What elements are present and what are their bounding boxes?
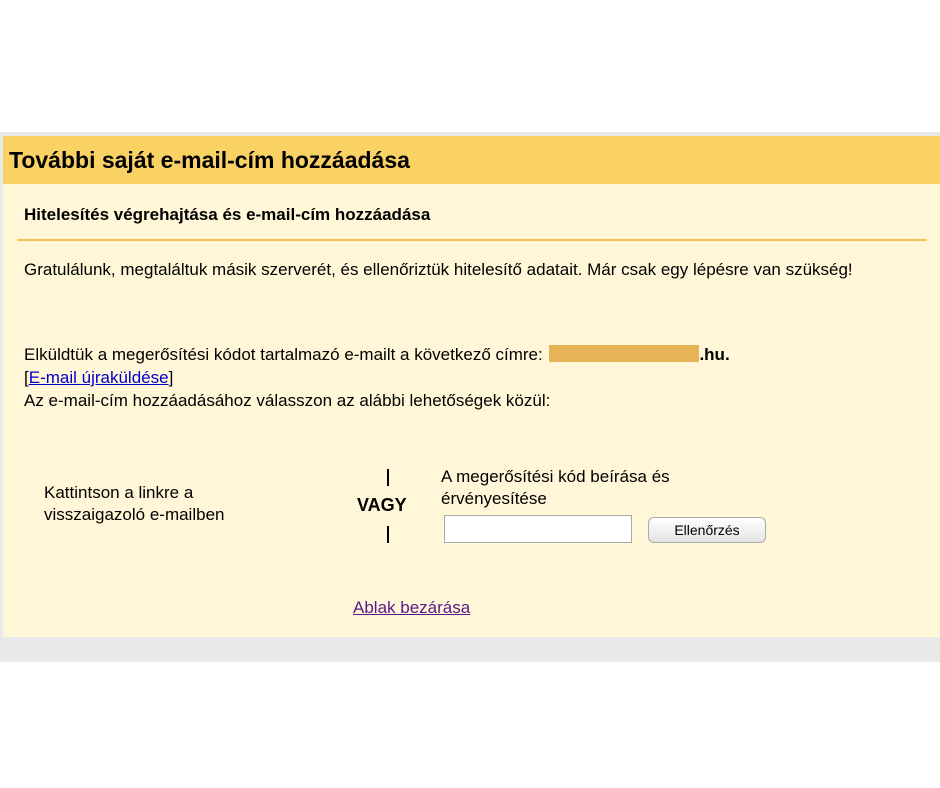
verify-button[interactable]: Ellenőrzés [648,517,766,543]
email-suffix: .hu. [699,345,730,364]
resend-email-link[interactable]: E-mail újraküldése [28,368,169,387]
or-divider-bottom [387,526,389,543]
resend-bracket-close: ] [168,368,174,387]
redacted-email [549,345,699,362]
close-window-link[interactable]: Ablak bezárása [353,598,471,617]
option-enter-code-text: A megerősítési kód beírása és érvényesítése [441,467,670,508]
dialog-subtitle: Hitelesítés végrehajtása és e-mail-cím hozzáadása [24,205,431,224]
or-label: VAGY [357,495,407,515]
resend-bracket-open: [ [24,368,29,387]
option-click-link-text: Kattintson a linkre a visszaigazoló e-mailben [44,483,225,524]
add-email-dialog [3,136,940,637]
dialog-title: További saját e-mail-cím hozzáadása [3,136,940,184]
choose-option-text: Az e-mail-cím hozzáadásához válasszon az alábbi lehetőségek közül: [24,391,551,410]
section-divider [17,239,927,241]
congratulations-message: Gratulálunk, megtaláltuk másik szerverét, és ellenőriztük hitelesítő adatait. Már csak egy lépésre van szükség! [24,260,853,279]
confirmation-message [24,343,924,412]
sent-text: Elküldtük a megerősítési kódot tartalmazó e-mailt a következő címre: [24,345,543,364]
or-divider-top [387,469,389,486]
verification-code-input[interactable] [444,515,632,543]
